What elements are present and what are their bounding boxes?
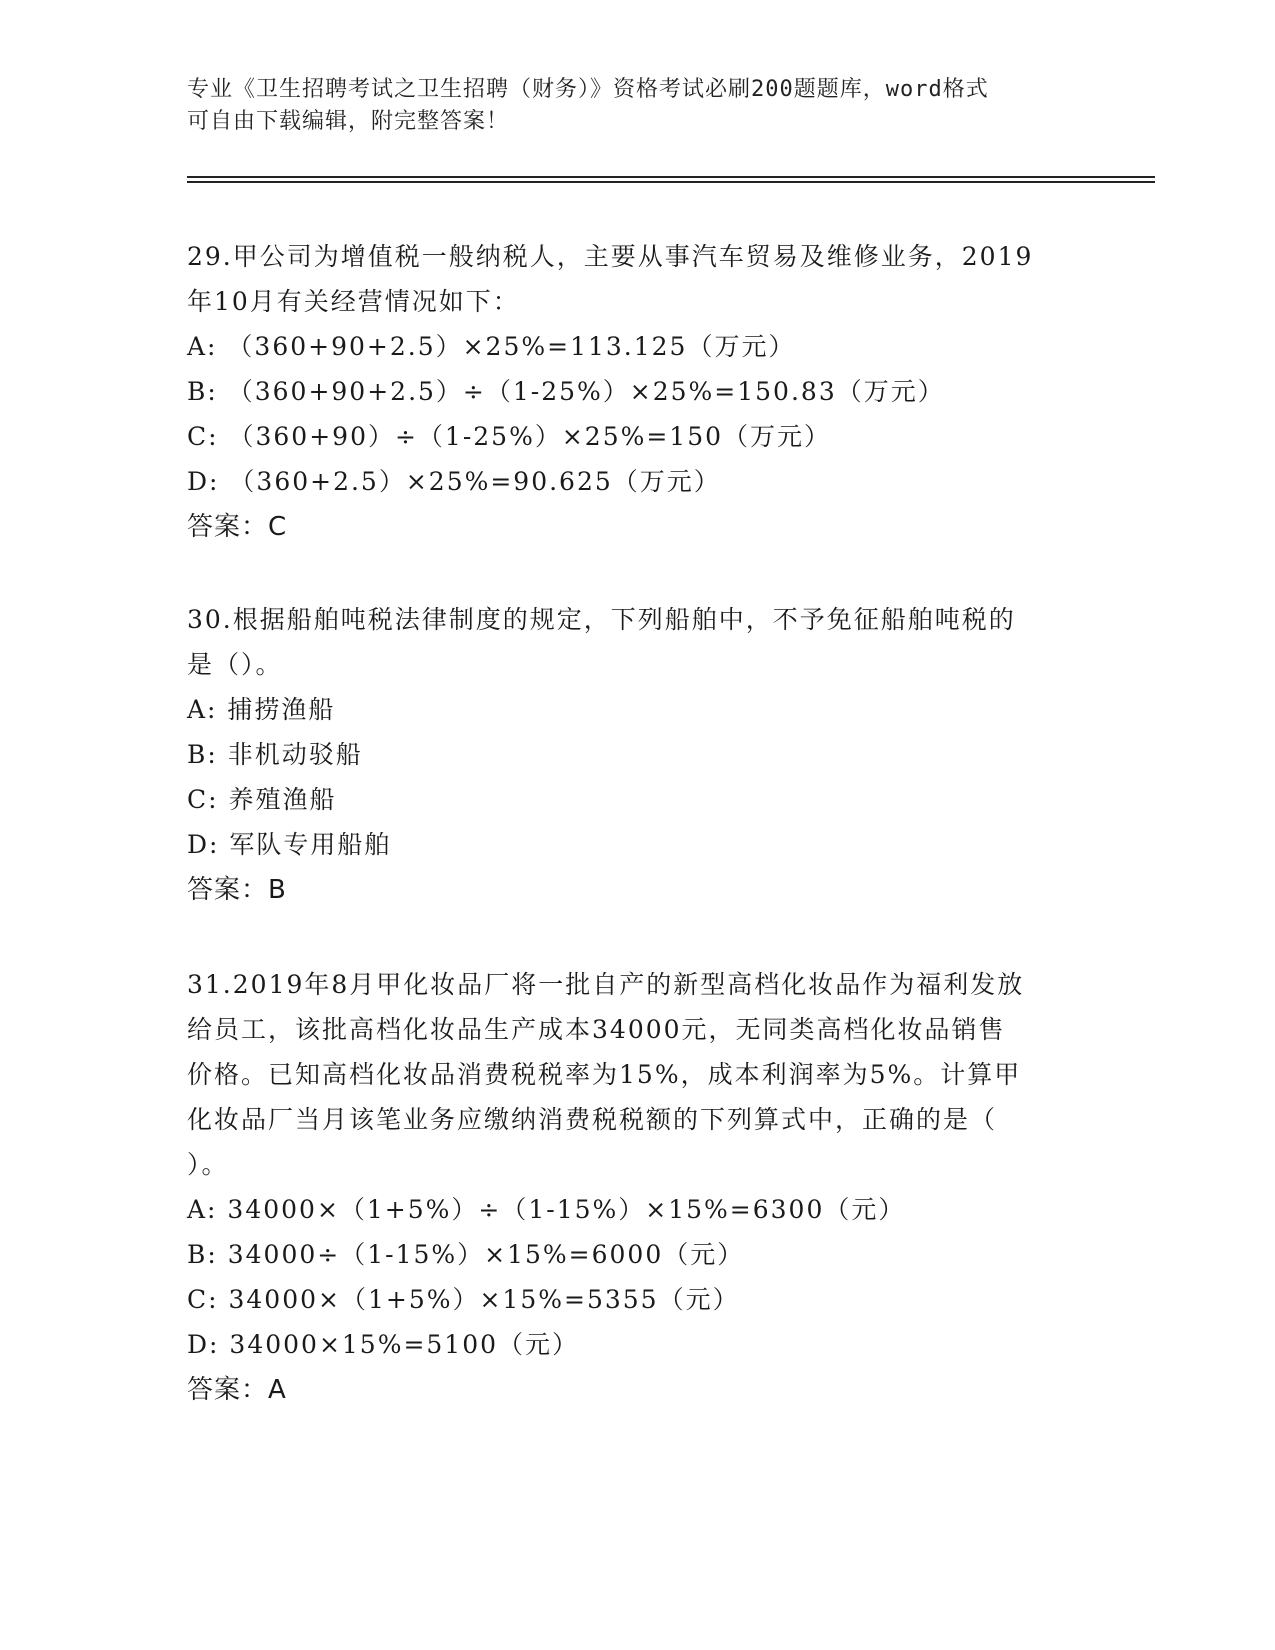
question-31 bbox=[187, 962, 1087, 1413]
option-b: B: （360+90+2.5）÷（1-25%）×25%=150.83（万元） bbox=[187, 377, 945, 406]
question-30 bbox=[187, 597, 1087, 913]
question-stem-line: ）。 bbox=[187, 1150, 229, 1179]
question-stem-line: 是（）。 bbox=[187, 650, 283, 679]
option-b: B: 34000÷（1-15%）×15%=6000（元） bbox=[187, 1240, 745, 1269]
question-29 bbox=[187, 234, 1087, 550]
option-c: C: 养殖渔船 bbox=[187, 785, 337, 814]
header-line-1: 专业《卫生招聘考试之卫生招聘（财务）》资格考试必刷200题题库，word格式 bbox=[187, 77, 989, 102]
option-a: A: 34000×（1+5%）÷（1-15%）×15%=6300（元） bbox=[187, 1195, 906, 1224]
question-stem-line: 化妆品厂当月该笔业务应缴纳消费税税额的下列算式中，正确的是（ bbox=[187, 1105, 998, 1134]
option-c: C: 34000×（1+5%）×15%=5355（元） bbox=[187, 1285, 740, 1314]
question-stem-line: 29.甲公司为增值税一般纳税人，主要从事汽车贸易及维修业务，2019 bbox=[187, 242, 1034, 271]
answer-line: 答案：C bbox=[187, 512, 288, 542]
option-d: D: （360+2.5）×25%=90.625（万元） bbox=[187, 467, 721, 496]
answer-line: 答案：B bbox=[187, 875, 287, 905]
answer-line: 答案：A bbox=[187, 1375, 287, 1405]
question-stem-line: 年10月有关经营情况如下： bbox=[187, 287, 520, 316]
option-b: B: 非机动驳船 bbox=[187, 740, 363, 769]
question-stem-line: 价格。已知高档化妆品消费税税率为15%，成本利润率为5%。计算甲 bbox=[187, 1060, 1022, 1089]
question-stem-line: 30.根据船舶吨税法律制度的规定，下列船舶中，不予免征船舶吨税的 bbox=[187, 605, 1016, 634]
header-line-2: 可自由下载编辑，附完整答案！ bbox=[187, 109, 510, 134]
option-a: A: 捕捞渔船 bbox=[187, 695, 336, 724]
option-d: D: 军队专用船舶 bbox=[187, 830, 392, 859]
question-stem-line: 31.2019年8月甲化妆品厂将一批自产的新型高档化妆品作为福利发放 bbox=[187, 970, 1025, 999]
option-d: D: 34000×15%=5100（元） bbox=[187, 1330, 580, 1359]
question-stem-line: 给员工，该批高档化妆品生产成本34000元，无同类高档化妆品销售 bbox=[187, 1015, 1006, 1044]
option-c: C: （360+90）÷（1-25%）×25%=150（万元） bbox=[187, 422, 832, 451]
document-header bbox=[187, 74, 1067, 138]
header-double-rule bbox=[187, 176, 1155, 183]
option-a: A: （360+90+2.5）×25%=113.125（万元） bbox=[187, 332, 796, 361]
